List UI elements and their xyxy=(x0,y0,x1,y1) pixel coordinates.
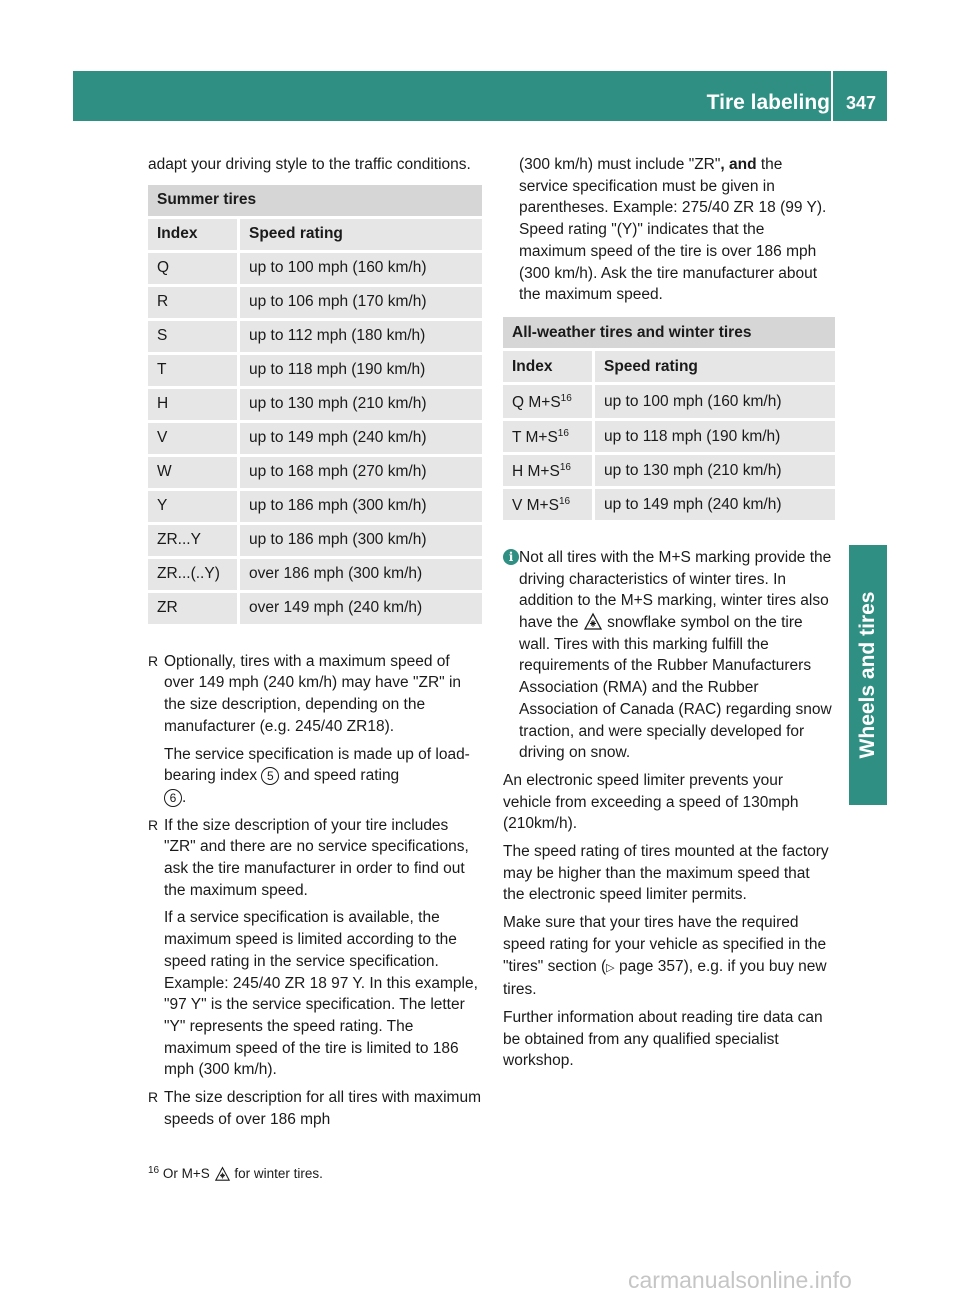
page-ref-arrow-icon: ▷ xyxy=(606,961,615,974)
info-icon: i xyxy=(503,549,519,565)
paragraph: Further information about reading tire data can be obtained from any qualified specialist workshop. xyxy=(503,1008,823,1070)
info-note xyxy=(503,547,835,764)
index-cell xyxy=(503,385,592,418)
speed-cell: up to 100 mph (160 km/h) xyxy=(592,385,835,418)
section-tab-label: Wheels and tires xyxy=(856,591,879,759)
table-row xyxy=(148,593,482,624)
footnote-number: 16 xyxy=(148,1165,160,1176)
bullet-item xyxy=(148,651,482,809)
speed-cell: up to 118 mph (190 km/h) xyxy=(237,355,482,386)
subtext-part: The service specification is made up of load-bearing index xyxy=(164,745,470,785)
table-row xyxy=(148,355,482,386)
paragraph: An electronic speed limiter prevents your vehicle from exceeding a speed of 130mph (210km/h). xyxy=(503,771,799,833)
table-row xyxy=(503,385,835,418)
index-cell: ZR...(..Y) xyxy=(148,559,237,590)
watermark: carmanualsonline.info xyxy=(628,1267,852,1293)
intro-text: adapt your driving style to the traffic conditions. xyxy=(148,156,471,173)
speed-cell: up to 112 mph (180 km/h) xyxy=(237,321,482,352)
table-title: Summer tires xyxy=(148,185,482,216)
speed-cell: up to 168 mph (270 km/h) xyxy=(237,457,482,488)
section-tab-marker xyxy=(849,767,887,805)
paragraph xyxy=(503,912,835,1001)
table-title: All-weather tires and winter tires xyxy=(503,317,835,348)
column-header-index: Index xyxy=(148,219,237,250)
bullet-text: The size description for all tires with maximum speeds of over 186 mph xyxy=(164,1089,481,1128)
speed-cell: up to 130 mph (210 km/h) xyxy=(592,455,835,486)
callout-5-icon: 5 xyxy=(261,767,279,785)
index-cell: V xyxy=(148,423,237,454)
table-row xyxy=(148,253,482,284)
continuation-part: the service specification must be given in parentheses. Example: 275/40 ZR 18 (99 Y). Speed rating "(Y)" indicates that the maximum speed of the tire is over 186 mph (300 km/h). Ask the tire manufacturer about the maximum speed. xyxy=(519,156,827,304)
index-text: T M+S xyxy=(512,429,558,447)
footnote-ref: 16 xyxy=(559,462,571,474)
callout-6-icon: 6 xyxy=(164,789,182,807)
table-row xyxy=(148,525,482,556)
footnote-ref: 16 xyxy=(557,428,569,440)
index-text: Q M+S xyxy=(512,394,561,412)
column-header-speed: Speed rating xyxy=(237,219,482,250)
index-cell xyxy=(503,421,592,452)
index-cell: S xyxy=(148,321,237,352)
bullet-text: Optionally, tires with a maximum speed of over 149 mph (240 km/h) may have "ZR" in the size description, depending on the manufacturer (e.g. 245/40 ZR18). xyxy=(164,652,462,735)
footnote-ref: 16 xyxy=(558,496,571,508)
table-row xyxy=(148,423,482,454)
bullet-mark: R xyxy=(148,1089,159,1106)
table-row xyxy=(503,489,835,520)
table-row xyxy=(148,287,482,318)
speed-cell: over 149 mph (240 km/h) xyxy=(237,593,482,624)
table-row xyxy=(503,421,835,452)
bullet-mark: R xyxy=(148,652,159,669)
index-cell: Y xyxy=(148,491,237,522)
paragraph-part: Make sure that your tires have the required speed rating for your vehicle as specified in the "tires" section ( xyxy=(503,914,827,975)
index-text: H M+S xyxy=(512,463,560,481)
continuation-text xyxy=(503,154,835,306)
table-row xyxy=(148,457,482,488)
footnote-ref: 16 xyxy=(560,393,572,405)
speed-cell: up to 106 mph (170 km/h) xyxy=(237,287,482,318)
table-row xyxy=(148,559,482,590)
index-cell: T xyxy=(148,355,237,386)
column-header-speed: Speed rating xyxy=(592,351,835,382)
index-cell xyxy=(503,455,592,486)
paragraph-part: page 357), e.g. if you buy new tires. xyxy=(503,957,827,999)
index-cell: ZR xyxy=(148,593,237,624)
speed-cell: up to 186 mph (300 km/h) xyxy=(237,491,482,522)
table-row xyxy=(148,321,482,352)
paragraph: The speed rating of tires mounted at the factory may be higher than the maximum speed that the electronic speed limiter permits. xyxy=(503,843,829,904)
bullet-text: If the size description of your tire includes "ZR" and there are no service specifications, ask the tire manufacturer in order to find out the maximum speed. xyxy=(164,816,469,899)
summer-tires-table xyxy=(148,182,482,627)
table-row xyxy=(148,491,482,522)
speed-cell: up to 100 mph (160 km/h) xyxy=(237,253,482,284)
page-number: 347 xyxy=(845,93,877,113)
footnote-text: for winter tires. xyxy=(234,1166,323,1181)
bullet-subtext: If a service specification is available, the maximum speed is limited according to the speed rating in the service specification. Example: 245/40 ZR 18 97 Y. In this example, "97 Y" is the service specification. The letter "Y" represents the speed rating. The maximum speed of the tire is limited to 186 mph (300 km/h). xyxy=(164,909,478,1079)
subtext-part: and speed rating xyxy=(283,767,400,785)
period: . xyxy=(182,788,187,806)
index-cell: ZR...Y xyxy=(148,525,237,556)
bullet-subtext xyxy=(164,744,482,809)
bullet-item xyxy=(148,815,482,1081)
speed-cell: up to 186 mph (300 km/h) xyxy=(237,525,482,556)
info-text: snowflake symbol on the tire wall. Tires with this marking fulfill the requirements of the Rubber Manufacturers Association (RMA) and the Rubber Association of Canada (RAC) regarding snow traction, and were specially developed for driving on snow. xyxy=(519,614,832,762)
speed-cell: up to 149 mph (240 km/h) xyxy=(592,489,835,520)
speed-cell: up to 149 mph (240 km/h) xyxy=(237,423,482,454)
page-title: Tire labeling xyxy=(706,91,830,114)
speed-cell: up to 130 mph (210 km/h) xyxy=(237,389,482,420)
info-text: Not all tires with the M+S marking provide the driving characteristics of winter tires. In addition to the M+S marking, winter tires also have the xyxy=(519,548,832,632)
index-cell xyxy=(503,489,592,520)
bullet-mark: R xyxy=(148,816,159,833)
index-cell: Q xyxy=(148,253,237,284)
footnote xyxy=(148,1165,323,1181)
index-cell: W xyxy=(148,457,237,488)
table-row xyxy=(503,455,835,486)
bullet-item xyxy=(148,1087,482,1130)
continuation-part: (300 km/h) must include "ZR" xyxy=(519,156,721,173)
left-column xyxy=(148,154,482,1136)
snowflake-mountain-icon xyxy=(214,1166,231,1181)
speed-cell: up to 118 mph (190 km/h) xyxy=(592,421,835,452)
winter-tires-table xyxy=(503,314,835,523)
footnote-text: Or M+S xyxy=(162,1166,210,1181)
table-row xyxy=(148,389,482,420)
column-header-index: Index xyxy=(503,351,592,382)
speed-cell: over 186 mph (300 km/h) xyxy=(237,559,482,590)
header-divider xyxy=(831,71,833,121)
right-column xyxy=(503,154,835,1078)
index-cell: H xyxy=(148,389,237,420)
continuation-bold: , and xyxy=(720,156,757,173)
snowflake-mountain-icon xyxy=(583,612,603,630)
index-cell: R xyxy=(148,287,237,318)
index-text: V M+S xyxy=(512,497,559,515)
